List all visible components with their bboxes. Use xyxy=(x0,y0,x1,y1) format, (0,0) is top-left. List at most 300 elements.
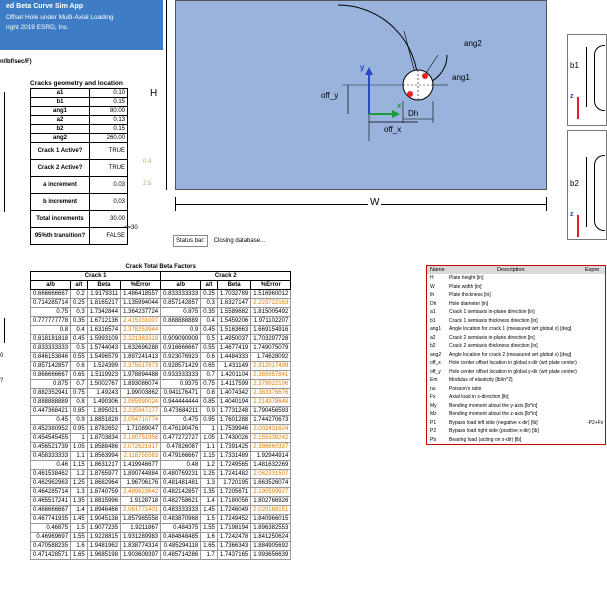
beta-table-cell: 1.5002767 xyxy=(87,380,120,389)
beta-table-cell: 1.3 xyxy=(71,488,88,497)
beta-table-cell: 1.4484333 xyxy=(217,353,250,362)
legend-desc: Crack 1 semiaxis thickness direction [in] xyxy=(449,317,538,324)
legend-row xyxy=(427,325,605,334)
beta-table-cell: 0.875 xyxy=(31,380,71,389)
beta-table-cell: 1.7180056 xyxy=(217,497,250,506)
beta-table-cell: 0.5 xyxy=(71,344,88,353)
legend-ex: -P2+Fx xyxy=(587,419,604,426)
geometry-value[interactable]: 0.15 xyxy=(90,125,128,134)
beta-column-header: a/b xyxy=(31,281,71,290)
beta-table-cell: 1.5119923 xyxy=(87,371,120,380)
beta-table-cell: 0.46875 xyxy=(31,524,71,533)
beta-table-cell: 1.25 xyxy=(71,479,88,488)
beta-table-cell: 1.5 xyxy=(201,515,218,524)
beta-table-cell: 1.7731248 xyxy=(217,407,250,416)
width-label: W xyxy=(370,197,380,208)
beta-table-cell: 1.978894488 xyxy=(121,371,161,380)
beta-table-cell: 0.888888889 xyxy=(31,398,71,407)
beta-table-title: Crack Total Beta Factors xyxy=(125,263,196,270)
beta-table-row xyxy=(31,443,291,452)
beta-table-cell: 1.895021 xyxy=(87,407,120,416)
beta-table-cell: 1.4950037 xyxy=(217,335,250,344)
small-label-1: 0.4 xyxy=(143,159,152,165)
legend-sym: Fx xyxy=(430,394,436,400)
beta-table-cell: 1.838774314 xyxy=(121,542,161,551)
beta-table-cell: 0.447368421 xyxy=(31,407,71,416)
beta-table-cell: 0.480769231 xyxy=(161,470,201,479)
status-bar xyxy=(173,233,295,249)
y-axis-label: y xyxy=(360,63,365,72)
app-header xyxy=(0,0,163,50)
beta-table-cell: 0.481481481 xyxy=(161,479,201,488)
beta-table-cell: 1.5163663 xyxy=(217,326,250,335)
beta-table-cell: 1.2 xyxy=(201,461,218,470)
beta-table-cell: 0.55 xyxy=(201,344,218,353)
legend-col-desc: Description xyxy=(497,267,525,273)
legend-header xyxy=(427,266,605,274)
beta-table-cell: 1.5459206 xyxy=(217,317,250,326)
geometry-row xyxy=(31,160,128,177)
beta-table-cell: 0.928571429 xyxy=(161,362,201,371)
left-column-border xyxy=(0,92,5,212)
beta-table-cell: 1.8782652 xyxy=(87,425,120,434)
legend-row xyxy=(427,351,605,360)
legend-desc: Bending moment about the z-axis [lb*in] xyxy=(449,411,538,417)
beta-table-cell: 1.7246049 xyxy=(217,506,250,515)
beta-table-cell: 1.790456593 xyxy=(251,407,291,416)
beta-table-cell: 1.05 xyxy=(201,434,218,443)
beta-table-cell: 0.833333333 xyxy=(31,344,71,353)
plate-diagram xyxy=(175,0,547,190)
beta-table-cell: 1.8563994 xyxy=(87,452,120,461)
beta-table-row xyxy=(31,416,291,425)
beta-factors-table xyxy=(30,263,291,560)
beta-table-cell: 1.4 xyxy=(201,497,218,506)
beta-table-cell: 0.933333333 xyxy=(161,371,201,380)
beta-table-cell: 1.7 xyxy=(201,551,218,560)
crack1-group-header: Crack 1 xyxy=(31,272,161,281)
beta-column-header: a/t xyxy=(71,281,88,290)
beta-table-cell: 0.461538462 xyxy=(31,470,71,479)
beta-table-cell: 1.7366343 xyxy=(217,542,250,551)
small-label-2: 2.5 xyxy=(143,181,152,187)
beta-table-row xyxy=(31,389,291,398)
beta-table-cell: 0.8 xyxy=(31,326,71,335)
beta-table-cell: 0.46969697 xyxy=(31,533,71,542)
x-axis-head xyxy=(392,110,400,118)
geometry-label: b2 xyxy=(31,125,90,134)
beta-table-cell: 1.524399 xyxy=(87,362,120,371)
beta-table-cell: 1.55 xyxy=(201,524,218,533)
beta-table-cell: 0.85 xyxy=(71,407,88,416)
x-axis-label: x xyxy=(397,101,402,110)
beta-table-cell: 2.062331507 xyxy=(251,470,291,479)
beta-table-cell: 2.375517973 xyxy=(121,362,161,371)
geometry-row xyxy=(31,143,128,160)
beta-table-cell: 1.6316574 xyxy=(87,326,120,335)
beta-table-cell: 1.3 xyxy=(201,479,218,488)
beta-table-cell: 1.5 xyxy=(71,524,88,533)
beta-table-cell: 0.5 xyxy=(201,335,218,344)
legend-desc: Bearing load (acting on x-dir) [lb] xyxy=(449,436,522,443)
beta-table-cell: 1.71089047 xyxy=(121,425,161,434)
beta-table-cell: 1.744270673 xyxy=(251,416,291,425)
beta-table-cell: 1.802766926 xyxy=(251,497,291,506)
beta-table-cell: 1.99003862 xyxy=(121,389,161,398)
geometry-row xyxy=(31,194,128,211)
beta-table-row xyxy=(31,488,291,497)
legend-sym: nu xyxy=(430,385,436,392)
offx-label: off_x xyxy=(384,125,402,134)
parameter-legend xyxy=(426,265,606,445)
beta-table-row xyxy=(31,326,291,335)
beta-table-cell: 0.466666667 xyxy=(31,506,71,515)
beta-table-cell: 1.35 xyxy=(71,497,88,506)
beta-table-cell: 1.4117599 xyxy=(217,380,250,389)
beta-table-cell: 1.9179311 xyxy=(87,290,120,299)
geometry-row xyxy=(31,125,128,134)
beta-table-cell: 2.489923642 xyxy=(121,488,161,497)
beta-table-cell: 2.214378648 xyxy=(251,398,291,407)
geometry-value[interactable]: 0.10 xyxy=(90,89,128,98)
legend-row xyxy=(427,385,605,394)
beta-table-cell: 1.669154916 xyxy=(251,326,291,335)
beta-table-cell: 1.45 xyxy=(201,506,218,515)
beta-table-cell: 2.020168151 xyxy=(251,506,291,515)
beta-table-cell: 1.7391425 xyxy=(217,443,250,452)
legend-desc: Angle location for crack 2 (measured wrt global x) [deg] xyxy=(449,351,572,358)
beta-table-cell: 0.941176471 xyxy=(161,389,201,398)
geometry-label: Crack 2 Active? xyxy=(31,160,90,177)
beta-table-cell: 0.9375 xyxy=(161,380,201,389)
beta-table-cell: 1.65 xyxy=(201,542,218,551)
beta-table-cell: 1.890744884 xyxy=(121,470,161,479)
beta-table-cell: 0.9 xyxy=(201,407,218,416)
beta-table-cell: 1.7331489 xyxy=(217,452,250,461)
geometry-value[interactable]: 260.00 xyxy=(90,134,128,143)
beta-table-cell: 1.9481962 xyxy=(87,542,120,551)
crack2-marker xyxy=(407,91,413,97)
beta-table-cell: 1.4040194 xyxy=(217,398,250,407)
beta-table-cell: 0.95 xyxy=(71,425,88,434)
legend-row xyxy=(427,427,605,436)
beta-table-cell: 0.923076923 xyxy=(161,353,201,362)
beta-table-cell: 0.476190476 xyxy=(161,425,201,434)
beta-table-row xyxy=(31,452,291,461)
beta-table-row xyxy=(31,371,291,380)
beta-table-cell: 1.516960012 xyxy=(251,290,291,299)
legend-row xyxy=(427,274,605,283)
legend-desc: Hole diameter [in] xyxy=(449,300,489,307)
geometry-label: ang1 xyxy=(31,107,90,116)
beta-table-cell: 0.482758621 xyxy=(161,497,201,506)
b1-label: b1 xyxy=(570,61,579,70)
beta-table-cell: 1.25 xyxy=(201,470,218,479)
beta-table-cell: 0.75 xyxy=(31,308,71,317)
geometry-value[interactable]: 0.03 xyxy=(90,177,128,194)
geometry-row xyxy=(31,89,128,98)
legend-desc: Crack 2 semiaxis thickness direction [in] xyxy=(449,343,538,349)
beta-table-cell: 0.857142857 xyxy=(31,362,71,371)
beta-table-cell: 0.473684211 xyxy=(161,407,201,416)
beta-table-cell: 0.6 xyxy=(71,362,88,371)
beta-table-cell: 2.223722163 xyxy=(251,299,291,308)
b2-label: b2 xyxy=(570,179,579,188)
legend-sym: off_y xyxy=(430,368,441,375)
beta-table-cell: 0.75 xyxy=(71,389,88,398)
beta-table-cell: 0.714285714 xyxy=(31,299,71,308)
beta-table-cell: 0.846153846 xyxy=(31,353,71,362)
beta-table-cell: 1.486418557 xyxy=(121,290,161,299)
geometry-value[interactable]: 80.00 xyxy=(90,107,128,116)
beta-column-header: a/b xyxy=(161,281,201,290)
geometry-label: a1 xyxy=(31,89,90,98)
beta-table-cell: 1.9228815 xyxy=(87,533,120,542)
beta-table-cell: 0.475 xyxy=(161,416,201,425)
beta-table-cell: 0.462962963 xyxy=(31,479,71,488)
beta-table-cell: 0.25 xyxy=(71,299,88,308)
left-fragment-q: ? xyxy=(0,378,4,384)
beta-table-cell: 1.96706176 xyxy=(121,479,161,488)
geometry-value[interactable]: TRUE xyxy=(90,143,128,160)
beta-table-cell: 1.7601288 xyxy=(217,416,250,425)
beta-table-cell: 0.35 xyxy=(71,317,88,326)
geometry-value[interactable]: 0.13 xyxy=(90,116,128,125)
beta-table-cell: 0.944444444 xyxy=(161,398,201,407)
beta-table-cell: 1.8851828 xyxy=(87,416,120,425)
geometry-value[interactable]: TRUE xyxy=(90,160,128,177)
beta-table-cell: 1 xyxy=(71,434,88,443)
beta-table-cell: 0.45 xyxy=(71,335,88,344)
beta-table-row xyxy=(31,299,291,308)
beta-table-cell: 1.8631217 xyxy=(87,461,120,470)
beta-table-cell: 1.15 xyxy=(71,461,88,470)
legend-row xyxy=(427,308,605,317)
beta-table-cell: 0.866666667 xyxy=(31,371,71,380)
beta-table-cell: 2.155339242 xyxy=(251,434,291,443)
beta-table-cell: 0.7 xyxy=(71,380,88,389)
geometry-value[interactable]: 0.03 xyxy=(90,194,128,211)
legend-desc: Poisson's ratio xyxy=(449,385,482,392)
beta-table-cell: 1.490306 xyxy=(87,398,120,407)
beta-table-cell: 1.419946677 xyxy=(121,461,161,470)
beta-table-row xyxy=(31,542,291,551)
w-dim-line xyxy=(175,204,547,205)
beta-table-cell: 1.9128718 xyxy=(121,497,161,506)
beta-table-cell: 0.65 xyxy=(71,371,88,380)
beta-table-cell: 1.6 xyxy=(71,542,88,551)
legend-sym: Em xyxy=(430,377,438,383)
beta-table-cell: 1.35 xyxy=(201,488,218,497)
beta-table-cell: 2.085990024 xyxy=(121,398,161,407)
geometry-value[interactable]: FALSE xyxy=(90,228,128,245)
beta-table-cell: 1.703297728 xyxy=(251,335,291,344)
geometry-value[interactable]: 30.00 xyxy=(90,211,128,228)
beta-table-cell: 2.118755583 xyxy=(121,452,161,461)
beta-table-cell: 2.221383319 xyxy=(121,335,161,344)
beta-table-cell: 1.4074342 xyxy=(217,389,250,398)
beta-table-cell: 1.1 xyxy=(71,452,88,461)
legend-row xyxy=(427,283,605,292)
beta-table-cell: 2.061772401 xyxy=(121,506,161,515)
beta-table-cell: 0.9 xyxy=(161,326,201,335)
geometry-label: b increment xyxy=(31,194,90,211)
beta-table-cell: 1.840966015 xyxy=(251,515,291,524)
legend-sym: b2 xyxy=(430,343,436,349)
beta-table-cell: 1.7032789 xyxy=(217,290,250,299)
geometry-label: a2 xyxy=(31,116,90,125)
beta-table-cell: 1.931289983 xyxy=(121,533,161,542)
geometry-row xyxy=(31,107,128,116)
legend-row xyxy=(427,359,605,368)
beta-table-cell: 0.479166667 xyxy=(161,452,201,461)
beta-table-cell: 0.458333333 xyxy=(31,452,71,461)
geometry-value[interactable]: 0.15 xyxy=(90,98,128,107)
beta-table-cell: 2.378253944 xyxy=(121,326,161,335)
status-label: Status bar: xyxy=(173,235,208,247)
dh-label: Dh xyxy=(408,109,419,118)
beta-table-cell: 2.312017499 xyxy=(251,362,291,371)
geometry-label: 95%th transition? xyxy=(31,228,90,245)
beta-table-cell: 2.002431624 xyxy=(251,425,291,434)
beta-table-row xyxy=(31,380,291,389)
beta-table-cell: 1.92944914 xyxy=(251,452,291,461)
beta-table-cell: 1.4 xyxy=(71,506,88,515)
beta-table-row xyxy=(31,362,291,371)
beta-table-cell: 0.485294118 xyxy=(161,542,201,551)
beta-table-cell: 1.971102207 xyxy=(251,317,291,326)
beta-table-row xyxy=(31,533,291,542)
beta-table-cell: 1.749075079 xyxy=(251,344,291,353)
geometry-label: b1 xyxy=(31,98,90,107)
beta-table-cell: 2.054710774 xyxy=(121,416,161,425)
beta-table-cell: 1.8946466 xyxy=(87,506,120,515)
b2-dim-line xyxy=(586,157,587,227)
beta-table-cell: 0.833333333 xyxy=(161,290,201,299)
geometry-row xyxy=(31,211,128,228)
beta-table-cell: 1.7539946 xyxy=(217,425,250,434)
beta-table-cell: 1.7242478 xyxy=(217,533,250,542)
beta-table-cell: 2.365957841 xyxy=(251,371,291,380)
legend-row xyxy=(427,300,605,309)
beta-table-cell: 0.484375 xyxy=(161,524,201,533)
geometry-label: a increment xyxy=(31,177,90,194)
beta-table-cell: 0.452380952 xyxy=(31,425,71,434)
legend-sym: th xyxy=(430,292,435,298)
beta-column-header: Beta xyxy=(87,281,120,290)
legend-desc: Bending moment about the y-axis [lb*in] xyxy=(449,402,538,409)
beta-table-cell: 0.75 xyxy=(201,380,218,389)
beta-table-row xyxy=(31,425,291,434)
beta-table-cell: 2.415331007 xyxy=(121,317,161,326)
legend-row xyxy=(427,368,605,377)
beta-table-cell: 0.2 xyxy=(71,290,88,299)
beta-table-cell: 1.720195 xyxy=(217,479,250,488)
geometry-row xyxy=(31,116,128,125)
y-axis-head xyxy=(365,67,373,75)
beta-table-cell: 1.8165217 xyxy=(87,299,120,308)
legend-row xyxy=(427,376,605,385)
beta-table-cell: 1.893086074 xyxy=(121,380,161,389)
beta-table-cell: 1.6 xyxy=(201,533,218,542)
geometry-label: Crack 1 Active? xyxy=(31,143,90,160)
beta-table-cell: 1.135994044 xyxy=(121,299,161,308)
beta-table-cell: 0.48 xyxy=(161,461,201,470)
legend-row xyxy=(427,419,605,428)
beta-table-row xyxy=(31,353,291,362)
b1-dim-line xyxy=(586,47,587,107)
beta-table-cell: 1.9211867 xyxy=(121,524,161,533)
beta-table-cell: 2.386860337 xyxy=(251,443,291,452)
geometry-row xyxy=(31,177,128,194)
legend-row xyxy=(427,436,605,445)
beta-table-cell: 1.7249565 xyxy=(217,461,250,470)
ang1-label: ang1 xyxy=(452,73,470,82)
beta-table-cell: 0.482142857 xyxy=(161,488,201,497)
beta-table-cell: 1.8588486 xyxy=(87,443,120,452)
geometry-table xyxy=(30,88,128,245)
status-text: Closing database... xyxy=(213,238,266,244)
beta-table-row xyxy=(31,335,291,344)
beta-table-cell: 2.383376676 xyxy=(251,389,291,398)
beta-table-row xyxy=(31,398,291,407)
beta-table-row xyxy=(31,506,291,515)
legend-sym: off_x xyxy=(430,360,441,366)
beta-table-cell: 2.379922106 xyxy=(251,380,291,389)
beta-table-cell: 1.364237724 xyxy=(121,308,161,317)
legend-row xyxy=(427,402,605,411)
beta-table-cell: 1.55 xyxy=(71,533,88,542)
beta-table-cell: 2.190751958 xyxy=(121,434,161,443)
beta-table-cell: 0.47826087 xyxy=(161,443,201,452)
legend-sym: ang1 xyxy=(430,326,442,332)
crack2-group-header: Crack 2 xyxy=(161,272,291,281)
legend-desc: Plate width [in] xyxy=(449,283,482,290)
beta-table-cell: 0.6 xyxy=(201,353,218,362)
legend-sym: Pb xyxy=(430,436,437,443)
beta-table-cell: 0.85 xyxy=(201,398,218,407)
beta-table-cell: 0.464285714 xyxy=(31,488,71,497)
beta-table-cell: 1.4677419 xyxy=(217,344,250,353)
legend-desc: Plate height [in] xyxy=(449,275,484,281)
geometry-row xyxy=(31,134,128,143)
beta-table-cell: 1.5993109 xyxy=(87,335,120,344)
beta-table-cell: 1.841250624 xyxy=(251,533,291,542)
beta-table-cell: 1.857985558 xyxy=(121,515,161,524)
beta-table-cell: 0.95 xyxy=(201,416,218,425)
geometry-row xyxy=(31,228,128,245)
geometry-label: Total increments xyxy=(31,211,90,228)
beta-table-row xyxy=(31,434,291,443)
beta-table-cell: 1.896382553 xyxy=(251,524,291,533)
legend-sym: ang2 xyxy=(430,351,442,358)
beta-table-cell: 0.3 xyxy=(71,308,88,317)
legend-desc: Hole center offset location in global x-dir (wrt plate center) xyxy=(449,360,577,366)
legend-row xyxy=(427,317,605,326)
legend-desc: Crack 2 semiaxis in-plane direction [in] xyxy=(449,334,535,341)
beta-table-cell: 1.4201104 xyxy=(217,371,250,380)
offy-label: off_y xyxy=(321,91,339,100)
z2-label: z xyxy=(570,211,574,218)
beta-table-cell: 1.993656639 xyxy=(251,551,291,560)
beta-table-cell: 0.8 xyxy=(71,398,88,407)
beta-table-cell: 1.9045138 xyxy=(87,515,120,524)
beta-table-cell: 0.8 xyxy=(201,389,218,398)
beta-table-cell: 0.483333333 xyxy=(161,506,201,515)
legend-desc: Axial load in x-direction [lb] xyxy=(449,394,509,400)
beta-table-cell: 0.485714286 xyxy=(161,551,201,560)
left-column-border-2 xyxy=(0,318,5,343)
